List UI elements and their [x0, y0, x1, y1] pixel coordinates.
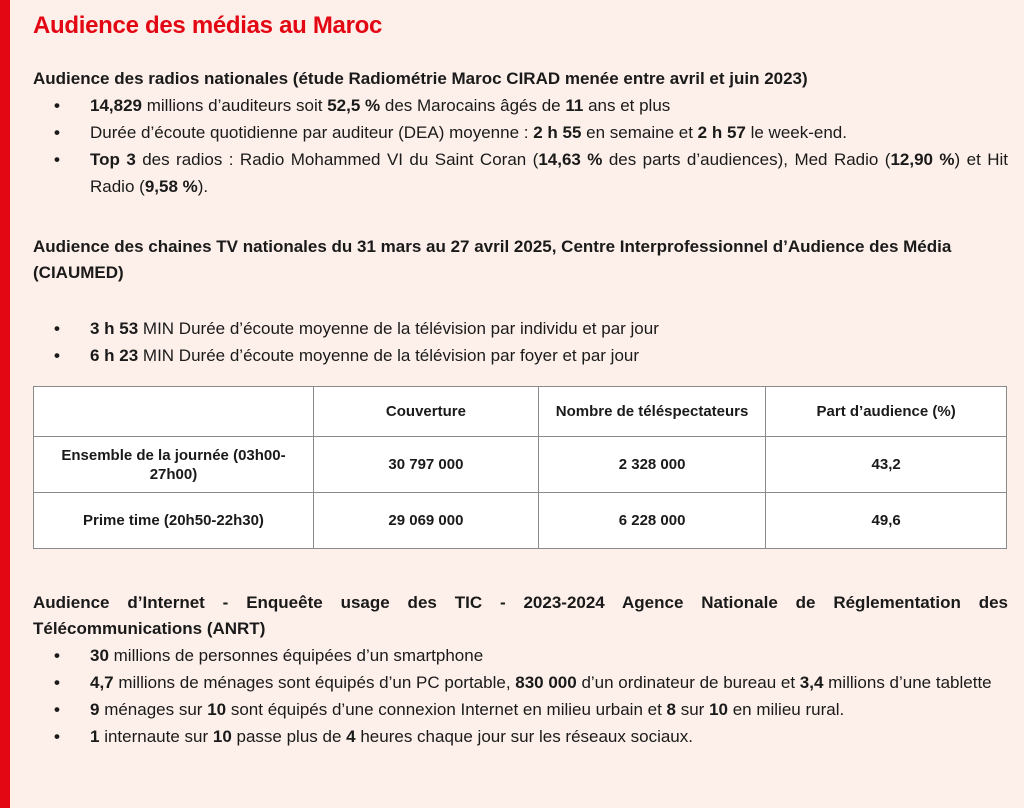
table-header-row	[34, 387, 1007, 437]
table-header-cell: Nombre de téléspectateurs	[538, 387, 765, 437]
tv-list-wrap	[33, 315, 1008, 369]
table-row	[34, 493, 1007, 549]
list-item: • 6 h 23 MIN Durée d’écoute moyenne de la télévision par foyer et par jour	[33, 342, 1008, 369]
list-item: • 3 h 53 MIN Durée d’écoute moyenne de la télévision par individu et par jour	[33, 315, 1008, 342]
tv-section	[33, 234, 1008, 286]
table-cell: 6 228 000	[538, 493, 765, 549]
table-row-label: Prime time (20h50-22h30)	[34, 493, 314, 549]
table-cell: 43,2	[766, 437, 1007, 493]
table-row	[34, 437, 1007, 493]
list-item: • Durée d’écoute quotidienne par auditeur (DEA) moyenne : 2 h 55 en semaine et 2 h 57 le week-end.	[33, 119, 1008, 146]
list-item: • 4,7 millions de ménages sont équipés d’un PC portable, 830 000 d’un ordinateur de bureau et 3,4 millions d’une tablette	[33, 669, 1008, 696]
table-cell: 29 069 000	[313, 493, 538, 549]
tv-heading: Audience des chaines TV nationales du 31 mars au 27 avril 2025, Centre Interprofessionnel d’Audience des Média (CIAUMED)	[33, 237, 952, 282]
tv-audience-table	[33, 386, 1007, 549]
radio-list	[33, 92, 1008, 200]
list-item: • 14,829 millions d’auditeurs soit 52,5 % des Marocains âgés de 11 ans et plus	[33, 92, 1008, 119]
page-title: Audience des médias au Maroc	[33, 12, 383, 39]
radio-heading: Audience des radios nationales (étude Radiométrie Maroc CIRAD menée entre avril et juin 2023)	[33, 69, 808, 88]
table-cell: 2 328 000	[538, 437, 765, 493]
radio-section	[33, 66, 1008, 200]
table-header-cell	[34, 387, 314, 437]
internet-heading: Audience d’Internet - Enqueête usage des TIC - 2023-2024 Agence Nationale de Réglementation des Télécommunications (ANRT)	[33, 593, 1008, 638]
accent-bar	[0, 0, 10, 808]
table-cell: 30 797 000	[313, 437, 538, 493]
list-item: • 1 internaute sur 10 passe plus de 4 heures chaque jour sur les réseaux sociaux.	[33, 723, 1008, 750]
list-item: • 9 ménages sur 10 sont équipés d’une connexion Internet en milieu urbain et 8 sur 10 en milieu rural.	[33, 696, 1008, 723]
table-cell: 49,6	[766, 493, 1007, 549]
internet-section	[33, 590, 1008, 750]
table-row-label: Ensemble de la journée (03h00-27h00)	[34, 437, 314, 493]
list-item: • 30 millions de personnes équipées d’un smartphone	[33, 642, 1008, 669]
list-item: • Top 3 des radios : Radio Mohammed VI du Saint Coran (14,63 % des parts d’audiences), Med Radio (12,90 %) et Hit Radio (9,58 %).	[33, 146, 1008, 200]
table-header-cell: Couverture	[313, 387, 538, 437]
tv-list	[33, 315, 1008, 369]
table-header-cell: Part d’audience (%)	[766, 387, 1007, 437]
internet-list	[33, 642, 1008, 750]
